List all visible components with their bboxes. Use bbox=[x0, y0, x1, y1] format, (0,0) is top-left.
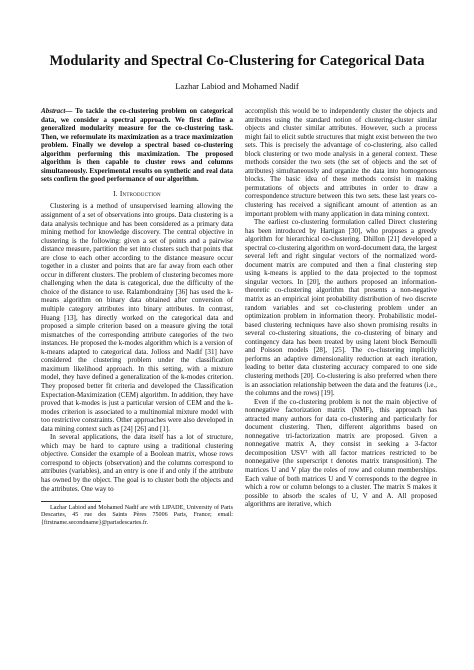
right-paragraph-2: The earliest co-clustering formulation called Direct clustering has been introduced by Hartigan [30], who proposes a greedy algorithm for hierarchical co-clustering. Dhillon [21] developed a spectral co-clustering algorithm on word-document data, the largest several left and right singular vectors of the normalized word-document matrix are computed and then a final clustering step using k-means is applied to the data projected to the topmost singular vectors. In [20], the authors proposed an information-theoretic co-clustering algorithm that presents a non-negative matrix as an empirical joint probability distribution of two discrete random variables and set co-clustering problem under an optimization problem in information theory. Probabilistic model-based clustering techniques have also shown promising results in several co-clustering situations, the co-clustering of binary and contingency data has been treated by using latent block Bernoulli and Poisson models [28], [25]. The co-clustering implicitly performs an adaptive dimensionality reduction at each iteration, leading to better data clustering accuracy compared to one side clustering methods [20]. Co-clustering is also preferred when there is an association relationship between the data and the features (i.e., the columns and the rows) [19]. bbox=[245, 218, 437, 398]
paper-authors: Lazhar Labiod and Mohamed Nadif bbox=[175, 81, 299, 91]
intro-paragraph-2: In several applications, the data itself has a lot of structure, which may be hard to capture using a traditional clustering objective. Consider the example of a Boolean matrix, whose rows correspond to objects (observation) and the columns correspond to attributes (variables), and an entry is one if and only if the attribute has owned by the object. The goal is to cluster both the objects and the attributes. One way to bbox=[41, 433, 233, 493]
right-paragraph-3: Even if the co-clustering problem is not the main objective of nonnegative factorization matrix (NMF), this approach has attracted many authors for data co-clustering and particularly for document clustering. Then, different algorithms based on nonnegative tri-factorization matrix are proposed. Given a nonnegative matrix A, they consist in seeking a 3-factor decomposition USVᵀ with all factor matrices restricted to be nonnegative (the superscript t denotes matrix transposition). The matrices U and V play the roles of row and column memberships. Each value of both matrices U and V corresponds to the degree in which a row or column belongs to a cluster. The matrix S makes it possible to absorb the scales of U, V and A. All proposed algorithms are iterative, which bbox=[245, 397, 437, 509]
paper-title: Modularity and Spectral Co-Clustering for Categorical Data bbox=[49, 53, 425, 69]
right-column bbox=[245, 107, 437, 509]
abstract-lead: Abstract bbox=[41, 107, 66, 115]
abstract bbox=[41, 107, 233, 184]
author-footnote: Lazhar Labiod and Mohamed Nadif are with LIPADE, University of Paris Descartes, 45 rue des Saints Pères 75006 Paris, France; email: {firstname.secondname}@parisdescartes.fr. bbox=[41, 505, 233, 526]
intro-paragraph-1: Clustering is a method of unsupervised learning allowing the assignment of a set of observations into groups. Data clustering is a data analysis technique and has been considered as a primary data mining method for knowledge discovery. The central objective in clustering is the following: given a set of points and a pairwise distance measure, partition the set into clusters such that points that are close to each other according to the distance measure occur together in a cluster and points that are far away from each other occur in different clusters. The problem of clustering becomes more challenging when the data is categorical, due the difficulty of the choice of the distance to use. Ralambondrainy [36] has used the k-means algorithm on binary data obtained after conversion of multiple category attributes into binary attributes. In contrast, Huang [13], has directly worked on the categorical data and proposed a simple criterion based on a measure giving the total mismatches of the corresponding attribute categories of the two instances. He proposed the k-modes algorithm which is a version of k-means adapted to categorical data. Jolloss and Nadif [31] have considered the clustering problem under the classification maximum likelihood approach. In this setting, with a mixture model, they have defined a generalization of the k-modes criterion. They proposed better fit criteria and developed the Classification Expectation-Maximization (CEM) algorithm. In addition, they have proved that k-modes is just a particular version of CEM and the k-modes criterion is associated to a multinomial mixture model with too restrictive constraints. Other approaches were also developed in data mining context such as [24] [26] and [1]. bbox=[41, 202, 233, 433]
right-paragraph-1: accomplish this would be to independently cluster the objects and attributes using the standard notion of clustering-cluster similar objects and cluster similar attributes. However, such a process might fail to elicit subtle structures that might exist between the two sets. This is precisely the advantage of co-clustering, also called block clustering or two mode analysis in a general context. These methods consider the two sets (the set of objects and the set of attributes) simultaneously and organize the data into homogenous blocks. The basic idea of these methods consist in making permutations of objects and attributes in order to draw a correspondence structure between this two sets. these last years co-clustering has received a significant amount of attention as an important problem with many application in data mining context. bbox=[245, 107, 437, 218]
abstract-text: — To tackle the co-clustering problem on categorical data, we consider a spectral approach. We first define a generalized modularity measure for the co-clustering task. Then, we reformulate its maximization as a trace maximization problem. Finally we develop a spectral based co-clustering algorithm performing this maximization. The proposed algorithm is then capable to cluster rows and columns simultaneously. Experimental results on synthetic and real data sets confirm the good performance of our algorithm. bbox=[41, 107, 233, 184]
section-heading-introduction: I. Introduction bbox=[113, 188, 161, 198]
footnote-divider bbox=[41, 501, 101, 502]
left-column bbox=[41, 107, 233, 527]
